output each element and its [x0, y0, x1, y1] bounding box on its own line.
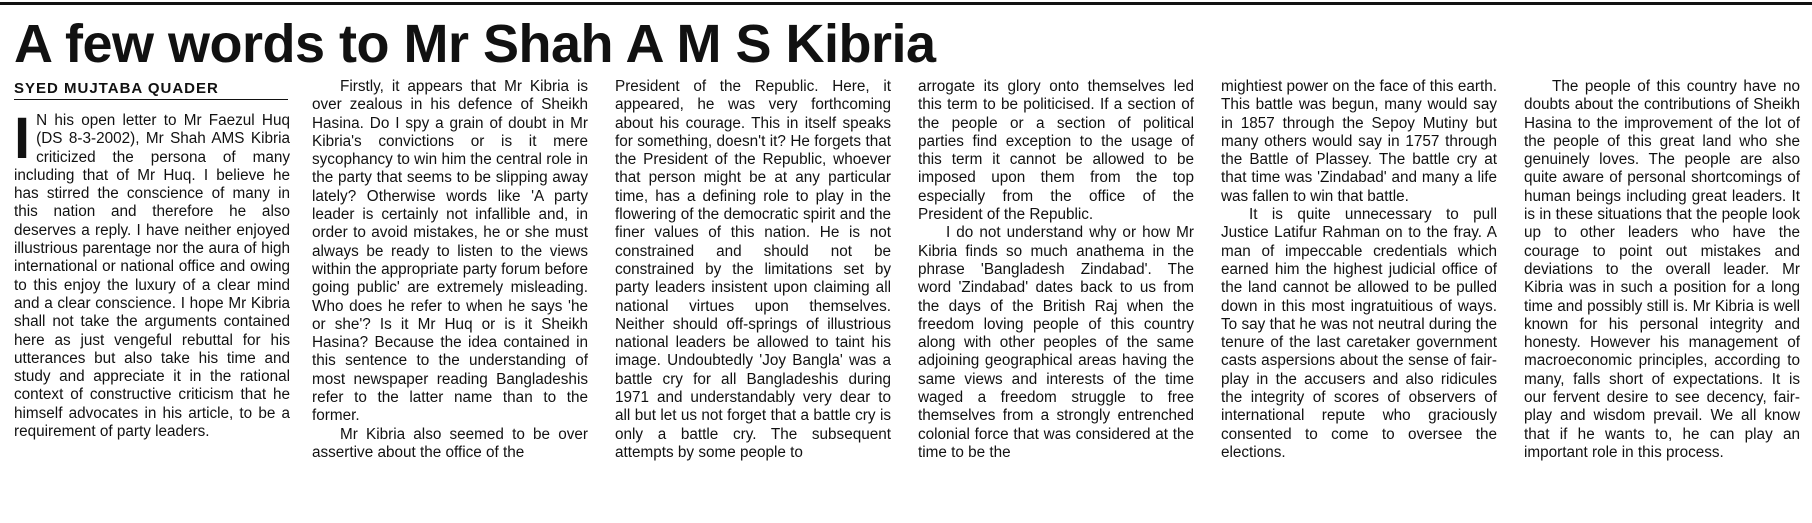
paragraph-9: The people of this country have no doubts about the contributions of Sheikh Hasina to the improvement of the lot of the people of this great land who she genuinely loves. The people are also quite aware of personal shortcomings of human beings including great leaders. It is in these situations that the people look up to other leaders who have the courage to point out mistakes and deviations to the overall leader. Mr Kibria was in such a position for a long time and possibly still is. Mr Kibria is well known for his personal integrity and honesty. However his management of macroeconomic principles, according to many, falls short of expectations. It is our fervent desire to see decency, fair-play and wisdom prevail. We all know that if he wants to, he can play an important role in this process.: [1524, 78, 1800, 461]
paragraph-7: mightiest power on the face of this earth. This battle was begun, many would say in 1857 through the Sepoy Mutiny but many others would say in 1757 through the Battle of Plassey. The battle cry at that time was 'Zindabad' and many a life was fallen to win that battle.: [1221, 78, 1497, 205]
column-5: [1221, 78, 1497, 518]
column-2: [312, 78, 588, 518]
byline: SYED MUJTABA QUADER: [14, 80, 219, 97]
paragraph-1: [14, 106, 290, 441]
column-3: [615, 78, 891, 518]
paragraph-4: President of the Republic. Here, it appeared, he was very forthcoming about his courage. This in itself speaks for something, doesn't it? He forgets that the President of the Republic, whoever that person might be at any particular time, has a defining role to play in the flowering of the democratic spirit and the finer values of this nation. He is not constrained and should not be constrained by the limitations set by party leaders insistent upon claiming all national virtues upon themselves. Neither should off-springs of illustrious national leaders be allowed to taint his image. Undoubtedly 'Joy Bangla' was a battle cry for all Bangladeshis during 1971 and understandably very dear to all but let us not forget that a battle cry is only a battle cry. The subsequent attempts by some people to: [615, 78, 891, 461]
paragraph-1-text: N his open letter to Mr Faezul Huq (DS 8-3-2002), Mr Shah AMS Kibria criticized the persona of many including that of Mr Huq. I believe he has stirred the conscience of many in this nation and therefore he also deserves a reply. I have neither enjoyed illustrious parentage nor the aura of high international or national office and owing to this enjoy the luxury of a clear mind and a clear conscience. I hope Mr Kibria shall not take the arguments contained here as just vengeful rebuttal for his utterances but also take his time and study and appreciate it in the rational context of constructive criticism that he himself advocates in his article, to be a requirement of party leaders.: [14, 112, 290, 441]
paragraph-2: Firstly, it appears that Mr Kibria is over zealous in his defence of Sheikh Hasina. Do I spy a grain of doubt in Mr Kibria's convictions or is it mere sycophancy to win him the central role in the party that seems to be slipping away lately? Otherwise words like 'A party leader is certainly not infallible and, in order to avoid mistakes, he or she must always be ready to listen to the views within the appropriate party forum before going public' are extremely misleading. Who does he refer to when he says 'he or she'? Is it Mr Huq or is it Sheikh Hasina? Because the idea contained in this sentence to the understanding of most newspaper reading Bangladeshis refer to the latter name than to the former.: [312, 78, 588, 425]
paragraph-6: I do not understand why or how Mr Kibria finds so much anathema in the phrase 'Bangladesh Zindabad'. The word 'Zindabad' dates back to us from the days of the British Raj when the freedom loving people of this country along with other peoples of the same adjoining geographical areas having the same views and interests of the time waged a freedom struggle to free themselves from a strongly entrenched colonial force that was considered at the time to be the: [918, 224, 1194, 461]
headline: A few words to Mr Shah A M S Kibria: [14, 14, 936, 74]
top-rule: [0, 2, 1812, 5]
byline-rule: [14, 99, 288, 100]
column-4: [918, 78, 1194, 518]
drop-cap: I: [14, 106, 31, 171]
column-1: [14, 106, 290, 518]
column-6: [1524, 78, 1800, 518]
paragraph-3: Mr Kibria also seemed to be over assertive about the office of the: [312, 425, 588, 461]
paragraph-8: It is quite unnecessary to pull Justice Latifur Rahman on to the fray. A man of impeccable credentials which earned him the highest judicial office of the land cannot be allowed to be pulled down in this most ingratuitious of ways. To say that he was not neutral during the tenure of the last caretaker government casts aspersions about the sense of fair-play in the accusers and also ridicules the integrity of scores of observers of international repute who graciously consented to come to oversee the elections.: [1221, 206, 1497, 461]
paragraph-5: arrogate its glory onto themselves led this term to be politicised. If a section of the people or a section of political parties find exception to the usage of this term it cannot be allowed to be imposed upon them from the top especially from the office of the President of the Republic.: [918, 78, 1194, 224]
